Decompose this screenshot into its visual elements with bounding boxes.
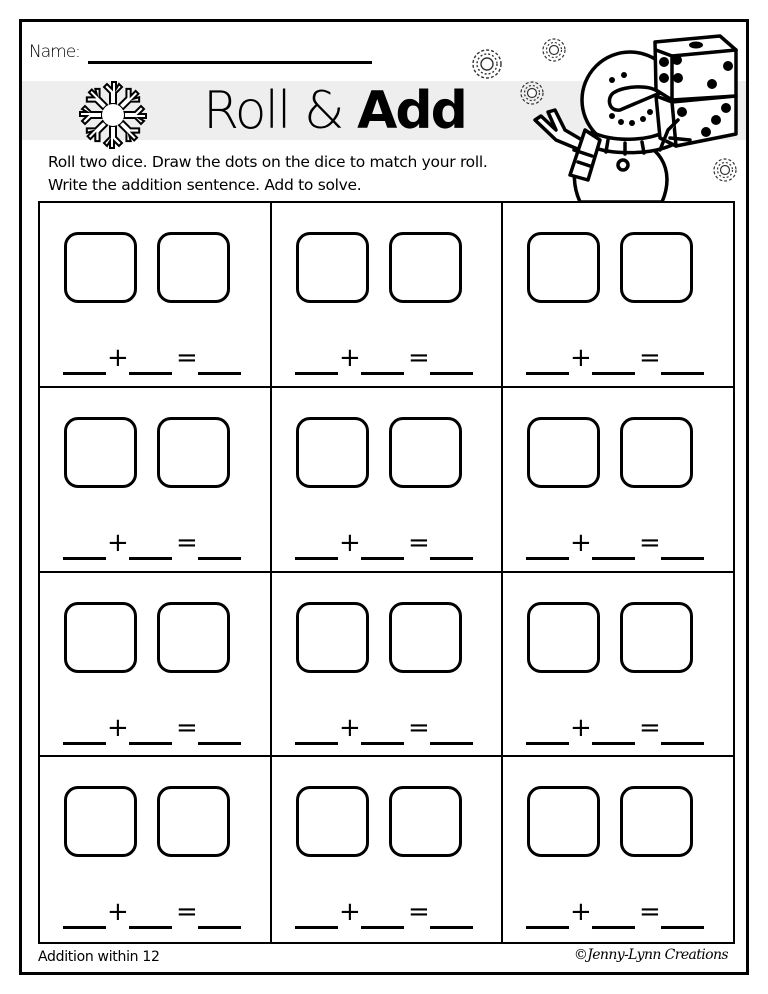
addend-1-blank[interactable] — [63, 926, 106, 929]
plus-sign: + — [107, 343, 129, 373]
die-box-1[interactable] — [527, 232, 600, 303]
addition-sentence — [63, 713, 243, 749]
addend-2-blank[interactable] — [129, 557, 172, 560]
die-box-1[interactable] — [64, 232, 137, 303]
die-box-2[interactable] — [157, 786, 230, 857]
die-box-1[interactable] — [64, 417, 137, 488]
problem-cell — [40, 388, 272, 573]
sum-blank[interactable] — [661, 742, 704, 745]
problem-cell — [503, 388, 733, 573]
addend-1-blank[interactable] — [526, 557, 569, 560]
plus-sign: + — [107, 712, 129, 743]
addition-sentence — [63, 897, 243, 933]
equals-sign: = — [408, 897, 430, 928]
equals-sign: = — [639, 897, 661, 928]
plus-sign: + — [339, 897, 361, 928]
sum-blank[interactable] — [661, 557, 704, 560]
die-box-1[interactable] — [527, 786, 600, 857]
equals-sign: = — [176, 712, 198, 743]
sum-blank[interactable] — [430, 372, 473, 375]
sum-blank[interactable] — [661, 372, 704, 375]
plus-sign: + — [107, 897, 129, 928]
equals-sign: = — [408, 527, 430, 558]
addend-1-blank[interactable] — [295, 926, 338, 929]
problem-cell — [272, 757, 503, 942]
problem-cell — [40, 573, 272, 758]
sum-blank[interactable] — [198, 742, 241, 745]
problem-cell — [272, 573, 503, 758]
equals-sign: = — [176, 897, 198, 928]
addend-2-blank[interactable] — [592, 372, 635, 375]
sum-blank[interactable] — [661, 926, 704, 929]
addend-1-blank[interactable] — [63, 557, 106, 560]
problem-cell — [503, 757, 733, 942]
die-box-1[interactable] — [296, 417, 369, 488]
addend-2-blank[interactable] — [361, 372, 404, 375]
plus-sign: + — [570, 897, 592, 928]
problem-cell — [272, 388, 503, 573]
plus-sign: + — [339, 527, 361, 558]
addition-sentence — [526, 528, 706, 564]
die-box-2[interactable] — [620, 602, 693, 673]
addend-2-blank[interactable] — [361, 742, 404, 745]
die-box-2[interactable] — [389, 417, 462, 488]
die-box-1[interactable] — [296, 786, 369, 857]
addend-2-blank[interactable] — [129, 742, 172, 745]
copyright-credit: ©Jenny-Lynn Creations — [573, 947, 728, 963]
addition-sentence — [295, 528, 475, 564]
addend-2-blank[interactable] — [592, 742, 635, 745]
sum-blank[interactable] — [430, 742, 473, 745]
problem-cell — [503, 203, 733, 388]
instruction-line: Roll two dice. Draw the dots on the dice to match your roll. — [48, 153, 488, 171]
addend-1-blank[interactable] — [295, 557, 338, 560]
problem-cell — [40, 203, 272, 388]
die-box-2[interactable] — [620, 786, 693, 857]
snowflake-icon — [469, 46, 505, 82]
snowman-with-dice-icon — [525, 30, 750, 202]
addition-sentence — [295, 713, 475, 749]
addend-1-blank[interactable] — [295, 742, 338, 745]
sum-blank[interactable] — [198, 557, 241, 560]
equals-sign: = — [639, 712, 661, 743]
die-box-2[interactable] — [389, 602, 462, 673]
addend-2-blank[interactable] — [361, 557, 404, 560]
equals-sign: = — [408, 712, 430, 743]
problem-cell — [503, 573, 733, 758]
footer-skill-label: Addition within 12 — [38, 949, 160, 965]
equals-sign: = — [176, 343, 198, 373]
die-box-1[interactable] — [296, 232, 369, 303]
addend-2-blank[interactable] — [129, 926, 172, 929]
addend-2-blank[interactable] — [361, 926, 404, 929]
large-snowflake-icon — [76, 78, 150, 152]
addition-sentence — [526, 343, 706, 379]
plus-sign: + — [570, 343, 592, 373]
die-box-1[interactable] — [64, 786, 137, 857]
die-box-1[interactable] — [527, 417, 600, 488]
die-box-1[interactable] — [527, 602, 600, 673]
addition-sentence — [526, 897, 706, 933]
plus-sign: + — [570, 712, 592, 743]
sum-blank[interactable] — [430, 926, 473, 929]
addition-sentence — [63, 343, 243, 379]
plus-sign: + — [570, 527, 592, 558]
die-box-2[interactable] — [389, 786, 462, 857]
instructions — [48, 151, 488, 197]
die-box-2[interactable] — [157, 417, 230, 488]
equals-sign: = — [639, 343, 661, 373]
die-box-2[interactable] — [157, 602, 230, 673]
die-box-2[interactable] — [389, 232, 462, 303]
addend-2-blank[interactable] — [592, 557, 635, 560]
addition-sentence — [526, 713, 706, 749]
title-roll: Roll & — [203, 81, 358, 141]
addition-sentence — [63, 528, 243, 564]
equals-sign: = — [408, 343, 430, 373]
problem-cell — [40, 757, 272, 942]
addend-1-blank[interactable] — [526, 372, 569, 375]
title-add: Add — [357, 81, 466, 141]
name-input-line[interactable] — [88, 61, 372, 64]
equals-sign: = — [176, 527, 198, 558]
addend-1-blank[interactable] — [526, 742, 569, 745]
addend-1-blank[interactable] — [63, 742, 106, 745]
addition-sentence — [295, 897, 475, 933]
addend-1-blank[interactable] — [295, 372, 338, 375]
problem-grid — [38, 201, 735, 944]
sum-blank[interactable] — [198, 926, 241, 929]
die-box-2[interactable] — [620, 417, 693, 488]
plus-sign: + — [107, 527, 129, 558]
plus-sign: + — [339, 712, 361, 743]
problem-cell — [272, 203, 503, 388]
sum-blank[interactable] — [430, 557, 473, 560]
instruction-line: Write the addition sentence. Add to solve. — [48, 176, 362, 194]
addend-2-blank[interactable] — [592, 926, 635, 929]
plus-sign: + — [339, 343, 361, 373]
sum-blank[interactable] — [198, 372, 241, 375]
name-label: Name: — [29, 42, 80, 62]
addend-1-blank[interactable] — [63, 372, 106, 375]
page-title — [203, 78, 466, 144]
equals-sign: = — [639, 527, 661, 558]
die-box-1[interactable] — [64, 602, 137, 673]
addition-sentence — [295, 343, 475, 379]
addend-2-blank[interactable] — [129, 372, 172, 375]
die-box-2[interactable] — [157, 232, 230, 303]
die-box-1[interactable] — [296, 602, 369, 673]
addend-1-blank[interactable] — [526, 926, 569, 929]
die-box-2[interactable] — [620, 232, 693, 303]
